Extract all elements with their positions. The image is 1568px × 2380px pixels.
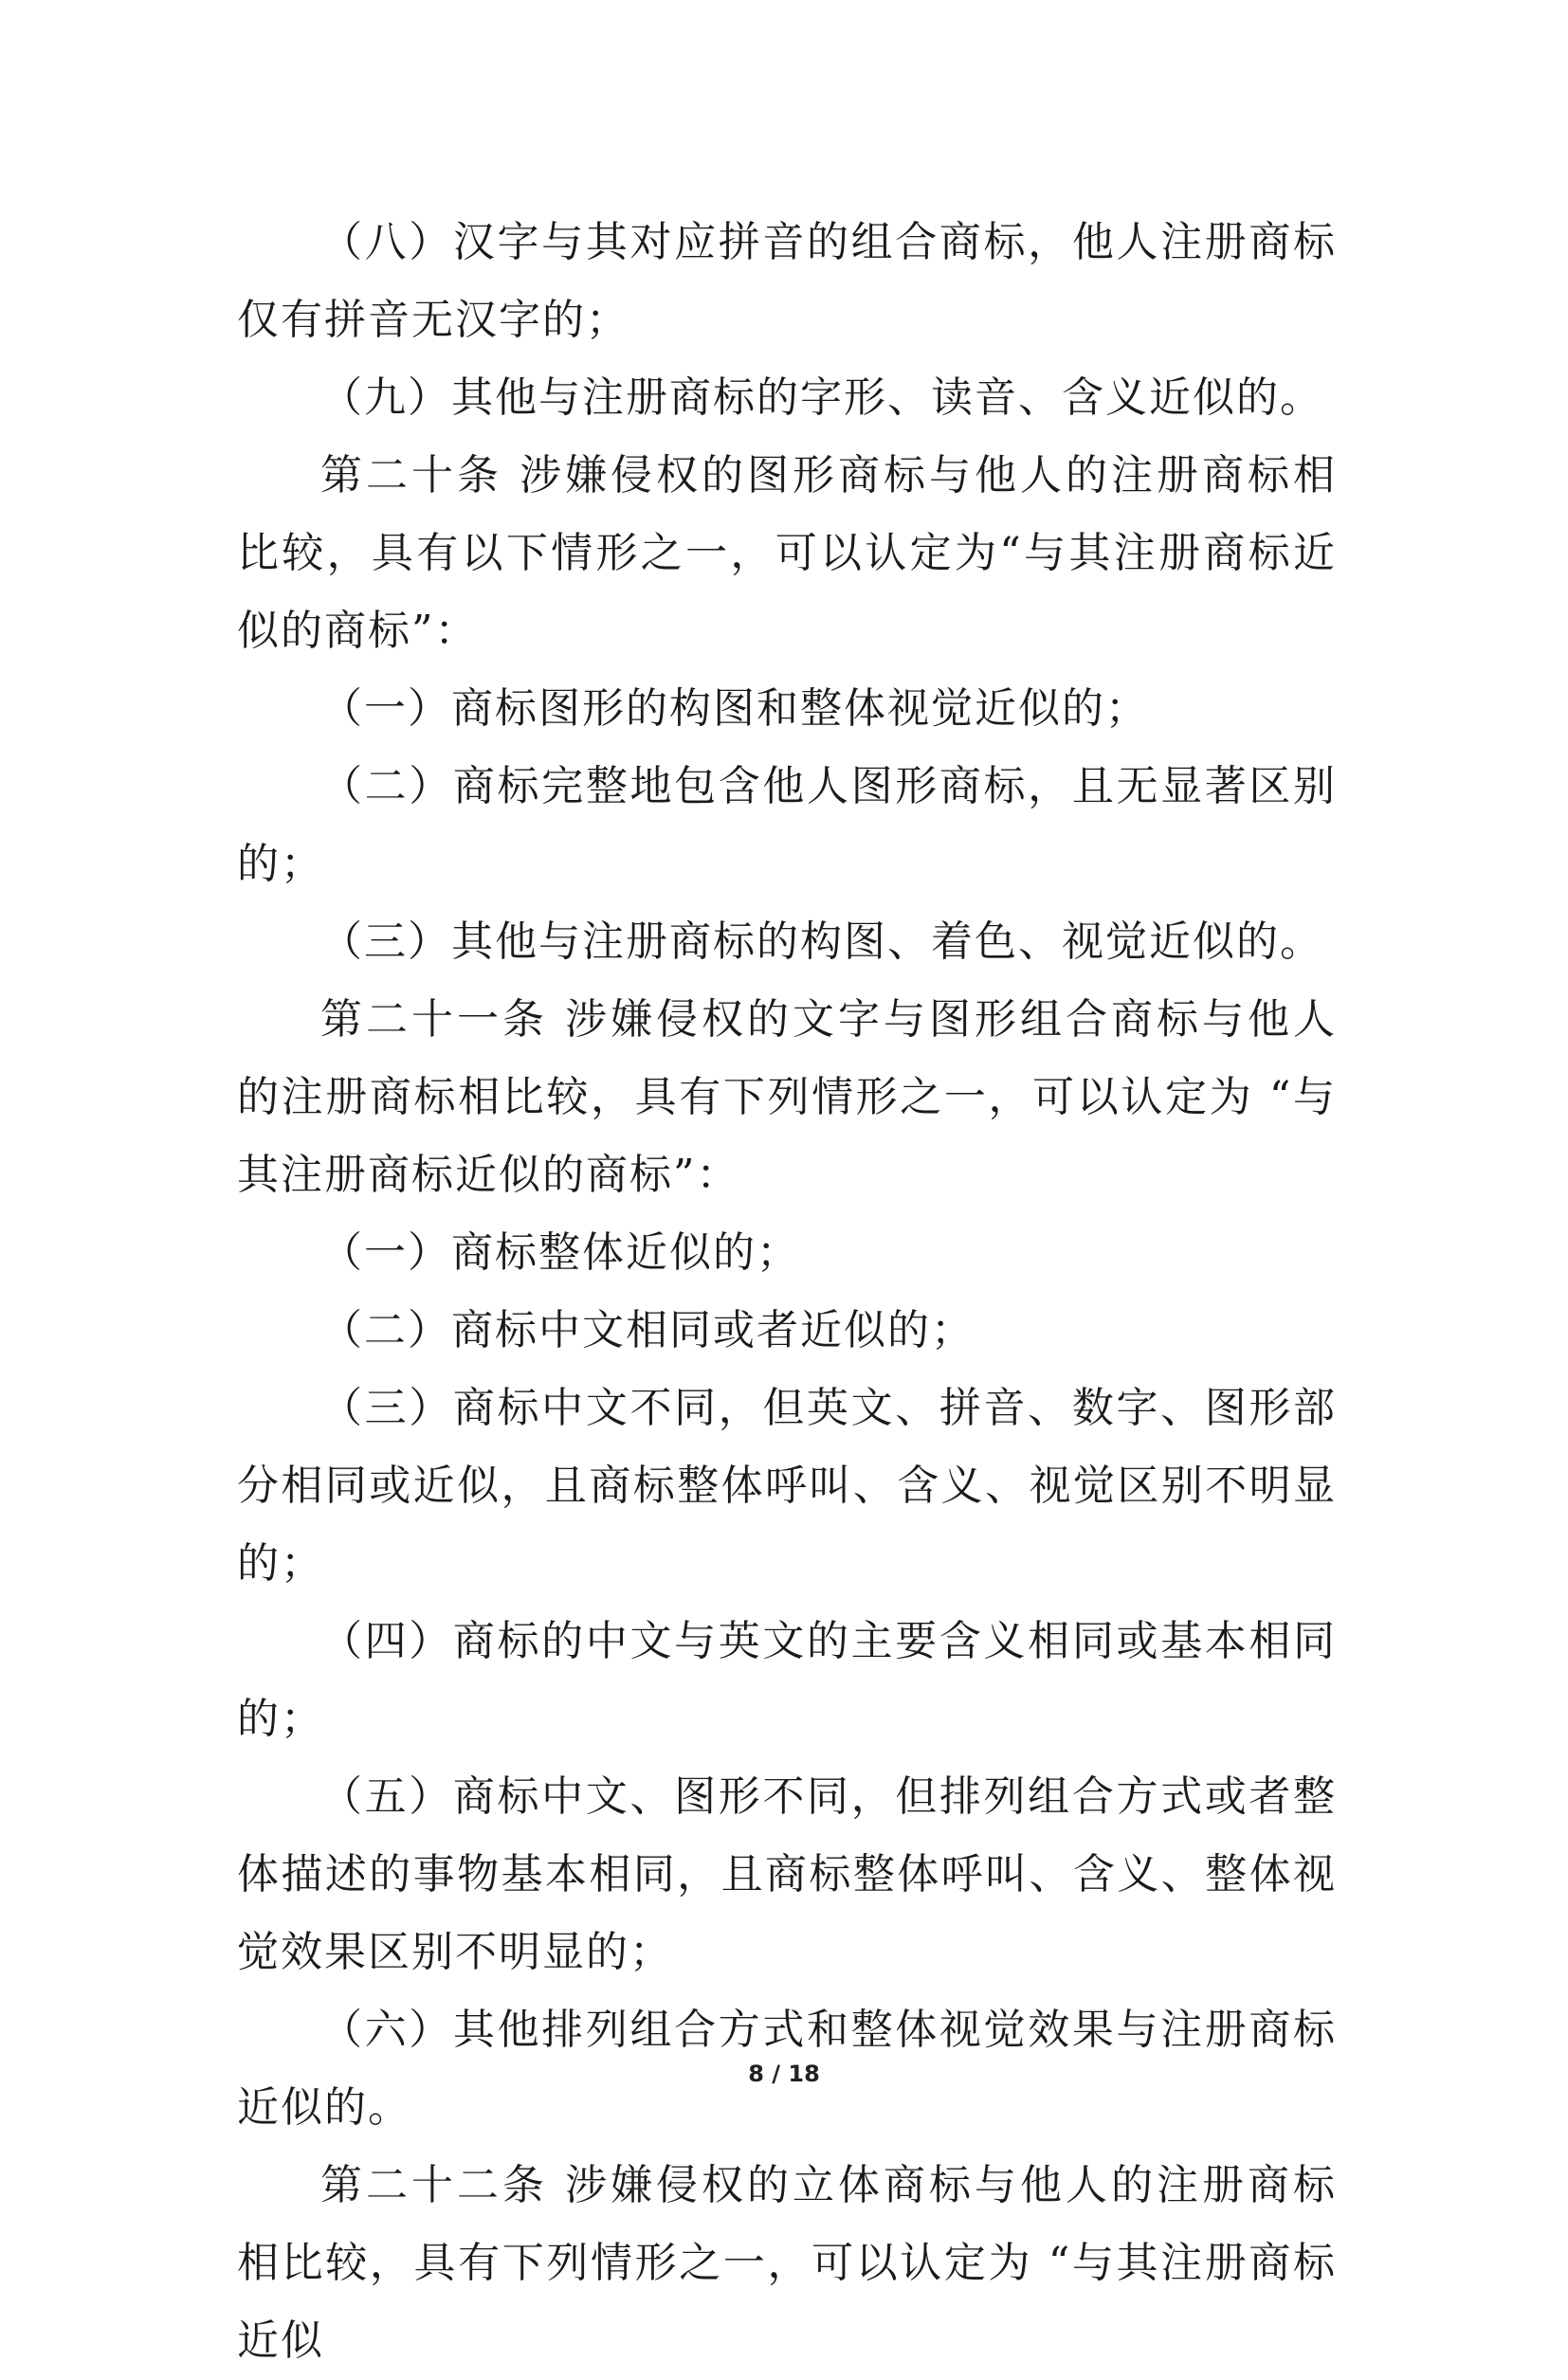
paragraph: （一）商标整体近似的； — [320, 1228, 800, 1277]
paragraph: （五）商标中文、图形不同，但排列组合方式或者整体描述的事物基本相同，且商标整体呼叫、含义、整体视觉效果区别不明显的； — [237, 1772, 1337, 1976]
paragraph: （八）汉字与其对应拼音的组合商标，他人注册商标仅有拼音无汉字的； — [237, 218, 1337, 344]
paragraph: （六）其他排列组合方式和整体视觉效果与注册商标近似的。 — [237, 2006, 1337, 2132]
page-number: 8 / 18 — [748, 2061, 820, 2087]
paragraph: （二）商标完整地包含他人图形商标，且无显著区别的； — [237, 762, 1337, 888]
article-paragraph: 第二十二条 涉嫌侵权的立体商标与他人的注册商标相比较，具有下列情形之一，可以认定为 “与其注册商标近似 — [237, 2161, 1337, 2365]
paragraph: （三）商标中文不同，但英文、拼音、数字、图形部分相同或近似，且商标整体呼叫、含义、视觉区别不明显的； — [237, 1384, 1337, 1588]
paragraph: （二）商标中文相同或者近似的； — [320, 1306, 975, 1354]
article-paragraph: 第二十条 涉嫌侵权的图形商标与他人的注册商标相比较，具有以下情形之一，可以认定为“与其注册商标近似的商标”： — [237, 451, 1337, 655]
paragraph: （一）商标图形的构图和整体视觉近似的； — [320, 684, 1149, 733]
article-paragraph: 第二十一条 涉嫌侵权的文字与图形组合商标与他人的注册商标相比较，具有下列情形之一，可以认定为 “与其注册商标近似的商标”： — [237, 995, 1337, 1199]
paragraph: （四）商标的中文与英文的主要含义相同或基本相同的； — [237, 1617, 1337, 1743]
document-body — [237, 204, 1337, 2380]
paragraph: （三）其他与注册商标的构图、着色、视觉近似的。 — [320, 917, 1323, 966]
paragraph: （九）其他与注册商标的字形、读音、含义近似的。 — [320, 373, 1323, 422]
